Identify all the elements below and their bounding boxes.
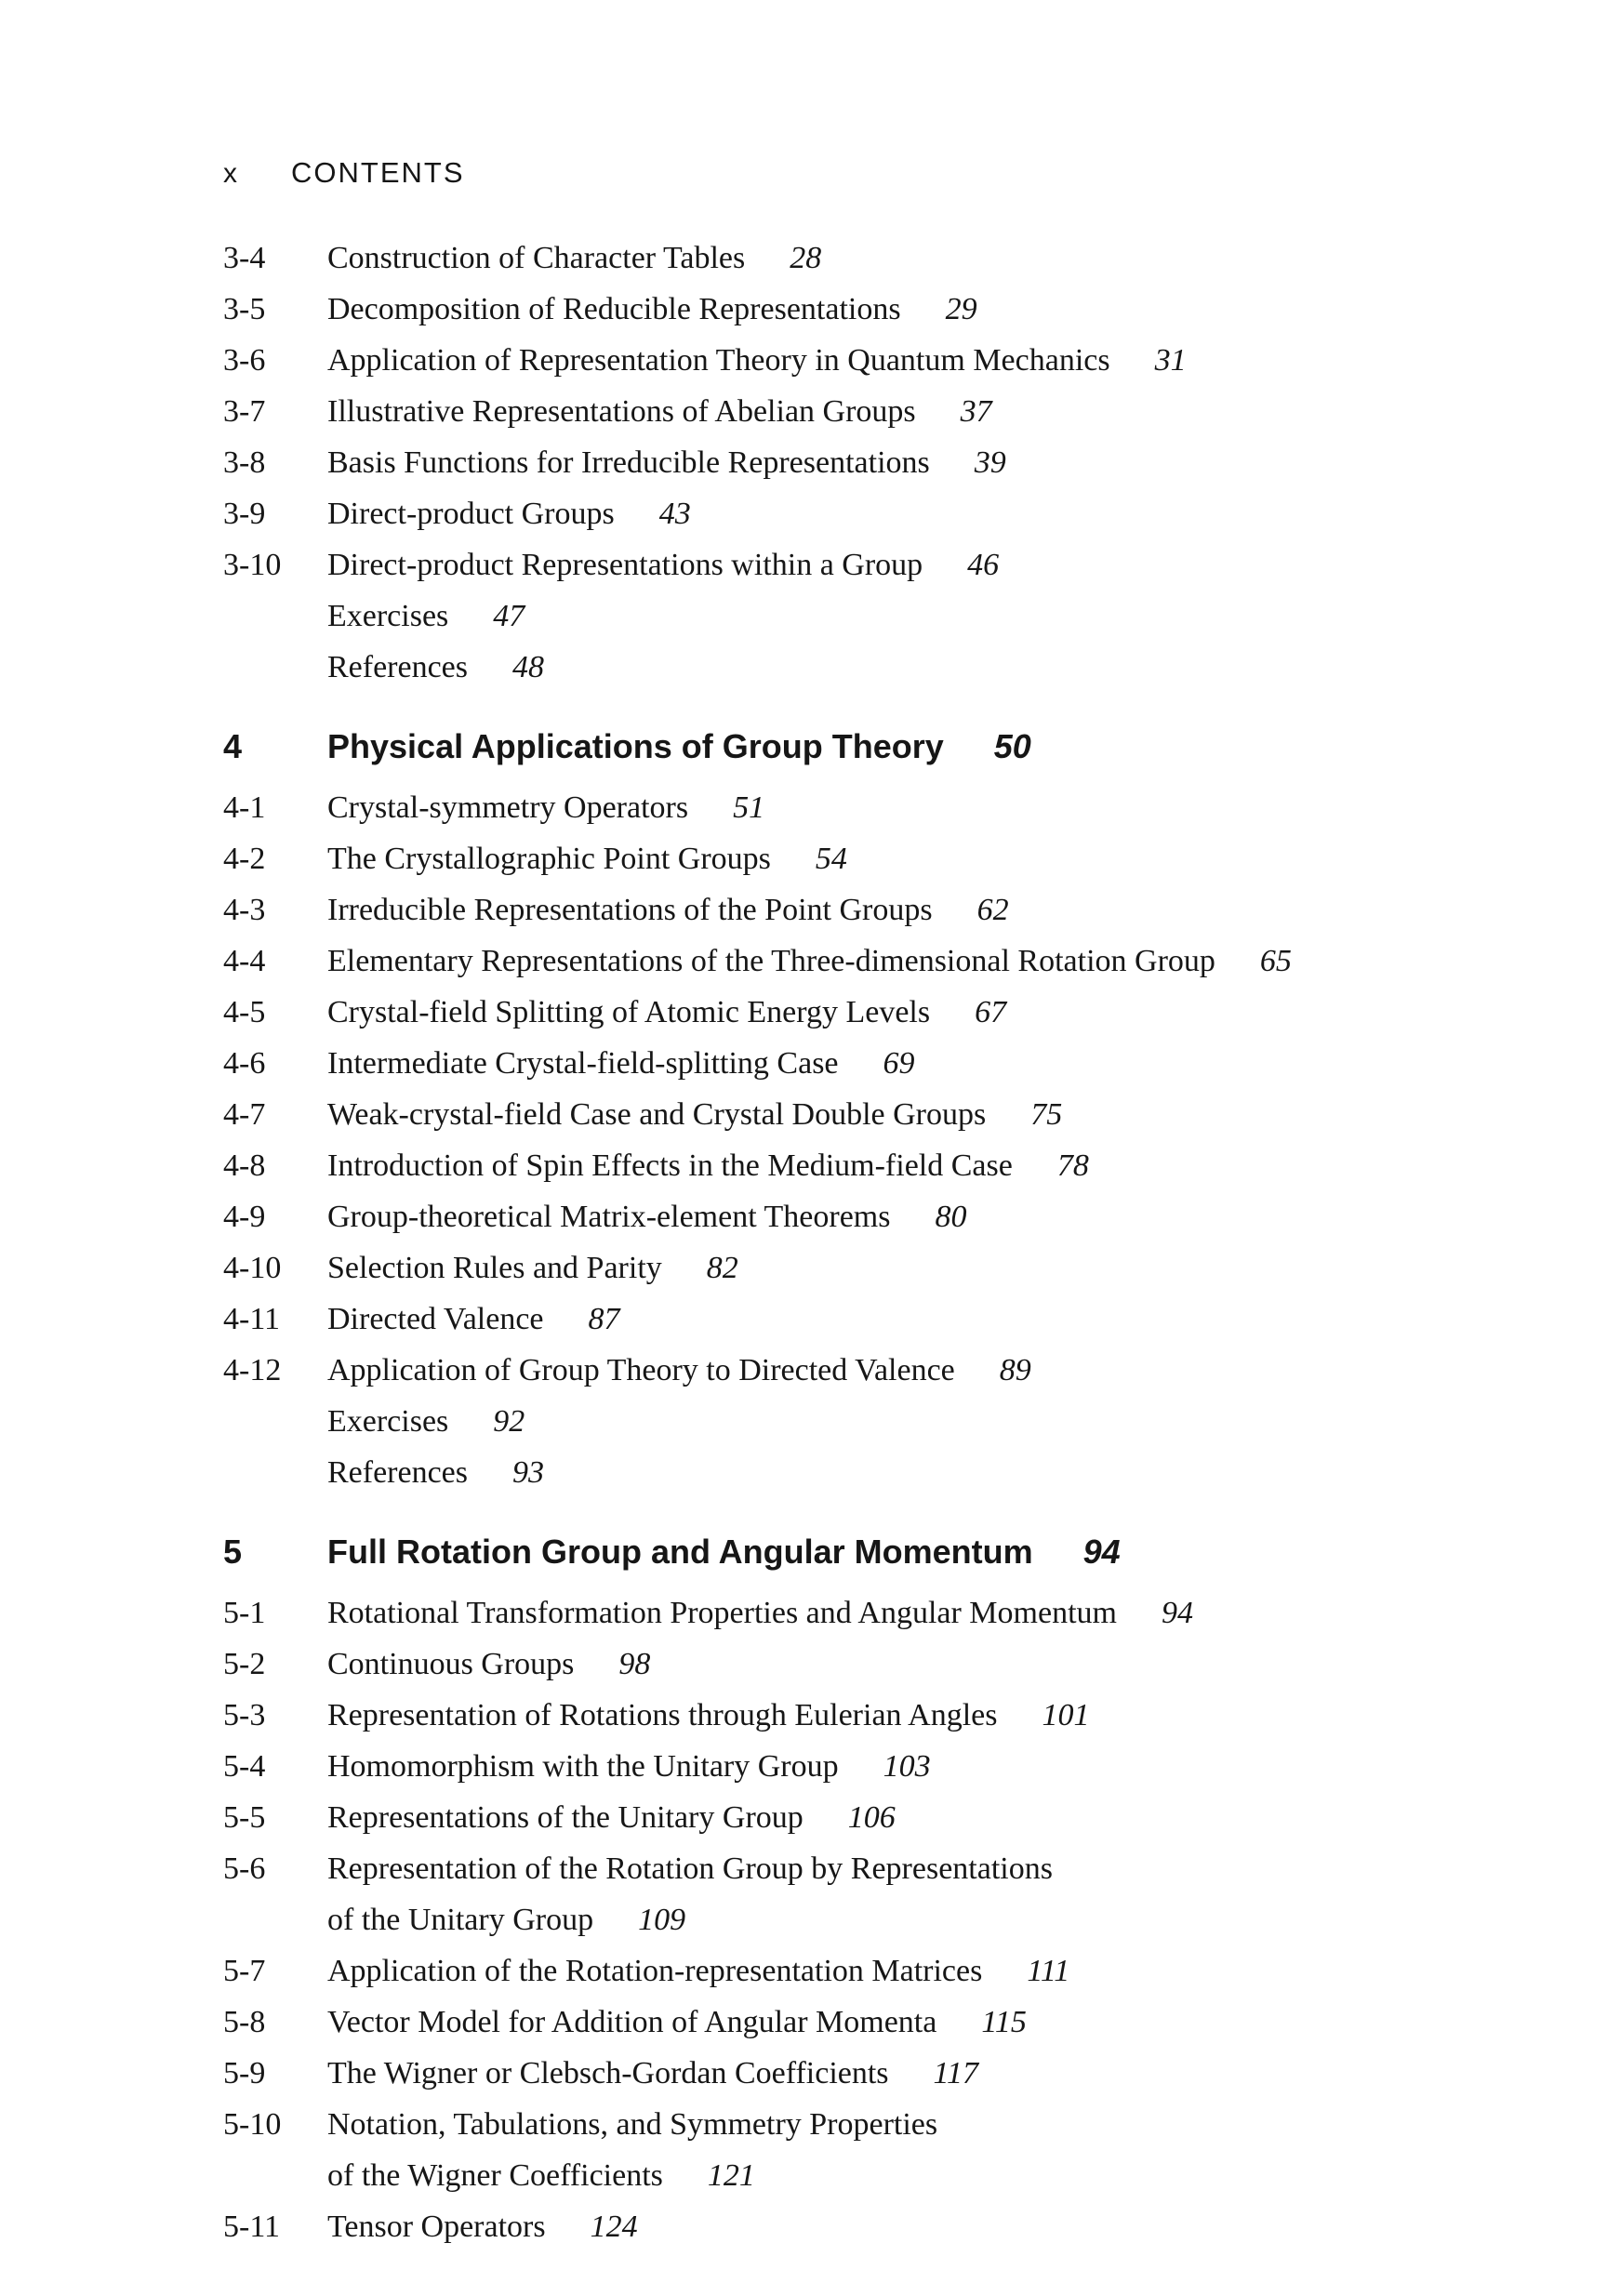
entry-title: Continuous Groups: [327, 1647, 575, 1681]
entry-body: [327, 539, 1514, 591]
entry-page-number: 28: [790, 241, 822, 275]
entry-number: 4-5: [223, 995, 266, 1029]
toc-entry: [223, 1038, 1514, 1089]
entry-page-number: 43: [658, 497, 691, 531]
entry-page-number: 51: [733, 790, 765, 825]
entry-body: [327, 1242, 1514, 1294]
entry-number: 5-2: [223, 1647, 266, 1681]
entry-page-number: 82: [706, 1251, 738, 1285]
entry-number: 5-3: [223, 1698, 266, 1732]
entry-title: Direct-product Groups: [327, 497, 615, 531]
entry-number: 5-11: [223, 2210, 281, 2244]
entry-body: [327, 386, 1514, 437]
entry-title: Crystal-symmetry Operators: [327, 790, 689, 825]
toc-entry: [223, 1242, 1514, 1294]
entry-body: [327, 1447, 1514, 1498]
entry-title: Selection Rules and Parity: [327, 1251, 662, 1285]
entry-line-1: [327, 284, 1514, 335]
entry-body: [327, 335, 1514, 386]
entry-line-1: [327, 1945, 1514, 1997]
toc-entry: [223, 833, 1514, 884]
entry-body: [327, 1396, 1514, 1447]
entry-body: [327, 437, 1514, 488]
entry-title: Basis Functions for Irreducible Representations: [327, 445, 930, 480]
chapter-heading-body: [327, 723, 1514, 771]
entry-title: Construction of Character Tables: [327, 241, 746, 275]
entry-page-number: 37: [960, 394, 992, 429]
toc-entry: [223, 1396, 1514, 1447]
toc-list: [223, 232, 1514, 2252]
chapter-page-number: 94: [1082, 1533, 1121, 1571]
entry-line-1: [327, 232, 1514, 284]
entry-line-1: [327, 1792, 1514, 1843]
entry-body: [327, 1945, 1514, 1997]
entry-body: [327, 1191, 1514, 1242]
entry-number: 5-10: [223, 2107, 282, 2142]
entry-title: Group-theoretical Matrix-element Theorems: [327, 1200, 891, 1234]
entry-body: [327, 987, 1514, 1038]
toc-entry: [223, 1945, 1514, 1997]
entry-line-1: [327, 1345, 1514, 1396]
entry-page-number: 106: [847, 1800, 896, 1835]
entry-number: 4-2: [223, 842, 266, 876]
toc-entry: [223, 1587, 1514, 1639]
entry-number: 4-1: [223, 790, 266, 825]
entry-body: [327, 2099, 1514, 2201]
entry-page-number: 65: [1259, 944, 1292, 978]
entry-title: Tensor Operators: [327, 2210, 546, 2244]
page-header: [223, 156, 1514, 190]
entry-page-number: 75: [1030, 1097, 1063, 1132]
toc-entry: [223, 1447, 1514, 1498]
entry-title: Rotational Transformation Properties and Angular Momentum: [327, 1596, 1117, 1630]
entry-line-1: [327, 335, 1514, 386]
entry-title: Representations of the Unitary Group: [327, 1800, 804, 1835]
entry-body: [327, 591, 1514, 642]
toc-entry: [223, 2201, 1514, 2252]
entry-page-number: 31: [1154, 343, 1187, 378]
toc-entry: [223, 1741, 1514, 1792]
entry-title: The Crystallographic Point Groups: [327, 842, 771, 876]
toc-entry: [223, 232, 1514, 284]
page-title: CONTENTS: [291, 156, 465, 189]
entry-page-number: 124: [590, 2210, 638, 2244]
entry-page-number: 39: [974, 445, 1006, 480]
entry-body: [327, 1997, 1514, 2048]
entry-body: [327, 936, 1514, 987]
toc-entry: [223, 987, 1514, 1038]
entry-page-number: 121: [707, 2158, 755, 2193]
entry-title: Vector Model for Addition of Angular Momenta: [327, 2005, 937, 2039]
entry-line-1: [327, 2099, 1514, 2150]
entry-page-number: 117: [933, 2056, 979, 2090]
entry-number: 3-9: [223, 497, 266, 531]
entry-title: References: [327, 1455, 469, 1490]
entry-line-1: [327, 782, 1514, 833]
entry-title: Decomposition of Reducible Representations: [327, 292, 901, 326]
entry-body: [327, 488, 1514, 539]
entry-line-1: [327, 987, 1514, 1038]
entry-line-1: [327, 936, 1514, 987]
entry-number: 3-5: [223, 292, 266, 326]
entry-line-1: [327, 1447, 1514, 1498]
entry-body: [327, 1587, 1514, 1639]
chapter-heading: [223, 1528, 1514, 1576]
entry-body: [327, 2048, 1514, 2099]
entry-page-number: 78: [1056, 1148, 1089, 1183]
entry-number: 4-10: [223, 1251, 282, 1285]
entry-line-1: [327, 833, 1514, 884]
toc-entry: [223, 284, 1514, 335]
entry-number: 3-10: [223, 548, 282, 582]
entry-number: 4-6: [223, 1046, 266, 1081]
entry-line-1: [327, 1294, 1514, 1345]
entry-line-1: [327, 591, 1514, 642]
entry-body: [327, 1294, 1514, 1345]
entry-body: [327, 1140, 1514, 1191]
entry-page-number: 80: [935, 1200, 967, 1234]
entry-page-number: 109: [638, 1903, 686, 1937]
entry-number: 3-6: [223, 343, 266, 378]
toc-entry: [223, 1792, 1514, 1843]
entry-page-number: 29: [945, 292, 977, 326]
entry-body: [327, 1089, 1514, 1140]
entry-line-2: [327, 2150, 1514, 2201]
entry-line-1: [327, 1587, 1514, 1639]
entry-page-number: 94: [1161, 1596, 1193, 1630]
entry-line-1: [327, 884, 1514, 936]
entry-title: Notation, Tabulations, and Symmetry Properties: [327, 2107, 938, 2142]
entry-title-continued: of the Wigner Coefficients: [327, 2158, 663, 2193]
entry-body: [327, 1741, 1514, 1792]
entry-page-number: 115: [981, 2005, 1027, 2039]
entry-title: Application of Representation Theory in Quantum Mechanics: [327, 343, 1110, 378]
entry-number: 4-4: [223, 944, 266, 978]
entry-page-number: 87: [588, 1302, 620, 1336]
entry-number: 4-8: [223, 1148, 266, 1183]
entry-title: Intermediate Crystal-field-splitting Case: [327, 1046, 839, 1081]
entry-title: Representation of Rotations through Eulerian Angles: [327, 1698, 998, 1732]
entry-number: 5-9: [223, 2056, 266, 2090]
entry-page-number: 93: [512, 1455, 545, 1490]
toc-entry: [223, 488, 1514, 539]
entry-number: 4-3: [223, 893, 266, 927]
entry-title: References: [327, 650, 469, 684]
entry-body: [327, 2201, 1514, 2252]
entry-title: Exercises: [327, 1404, 449, 1439]
entry-body: [327, 1843, 1514, 1945]
entry-title: Elementary Representations of the Three-dimensional Rotation Group: [327, 944, 1215, 978]
entry-line-1: [327, 642, 1514, 693]
entry-body: [327, 884, 1514, 936]
entry-line-1: [327, 2048, 1514, 2099]
entry-number: 3-4: [223, 241, 266, 275]
entry-line-1: [327, 1690, 1514, 1741]
entry-line-1: [327, 1140, 1514, 1191]
toc-entry: [223, 2099, 1514, 2201]
entry-number: 5-4: [223, 1749, 266, 1784]
entry-number: 5-8: [223, 2005, 266, 2039]
entry-title: Introduction of Spin Effects in the Medium-field Case: [327, 1148, 1013, 1183]
entry-title: The Wigner or Clebsch-Gordan Coefficients: [327, 2056, 889, 2090]
entry-title: Homomorphism with the Unitary Group: [327, 1749, 839, 1784]
entry-number: [223, 1396, 327, 1447]
entry-line-1: [327, 1242, 1514, 1294]
entry-number: 4-12: [223, 1353, 282, 1387]
entry-line-1: [327, 386, 1514, 437]
toc-entry: [223, 1690, 1514, 1741]
entry-body: [327, 642, 1514, 693]
entry-body: [327, 782, 1514, 833]
entry-title: Representation of the Rotation Group by Representations: [327, 1851, 1053, 1886]
entry-line-1: [327, 488, 1514, 539]
entry-page-number: 69: [883, 1046, 915, 1081]
entry-number: 5-5: [223, 1800, 266, 1835]
toc-entry: [223, 1997, 1514, 2048]
entry-title: Irreducible Representations of the Point Groups: [327, 893, 933, 927]
entry-page-number: 54: [815, 842, 847, 876]
toc-entry: [223, 1089, 1514, 1140]
entry-number: [223, 591, 327, 642]
entry-line-1: [327, 2201, 1514, 2252]
entry-line-1: [327, 1089, 1514, 1140]
entry-number: [223, 642, 327, 693]
chapter-heading-body: [327, 1528, 1514, 1576]
entry-title-continued: of the Unitary Group: [327, 1903, 594, 1937]
toc-entry: [223, 936, 1514, 987]
entry-line-1: [327, 1191, 1514, 1242]
toc-entry: [223, 884, 1514, 936]
toc-entry: [223, 1345, 1514, 1396]
chapter-page-number: 50: [993, 727, 1031, 765]
entry-line-1: [327, 1843, 1514, 1894]
entry-page-number: 98: [618, 1647, 651, 1681]
entry-title: Illustrative Representations of Abelian Groups: [327, 394, 916, 429]
entry-body: [327, 1038, 1514, 1089]
entry-body: [327, 284, 1514, 335]
entry-page-number: 62: [976, 893, 1009, 927]
entry-line-1: [327, 1396, 1514, 1447]
entry-page-number: 67: [975, 995, 1007, 1029]
entry-number: 3-7: [223, 394, 266, 429]
entry-number: 3-8: [223, 445, 266, 480]
chapter-number: 5: [223, 1533, 243, 1571]
toc-entry: [223, 1191, 1514, 1242]
entry-line-2: [327, 1894, 1514, 1945]
entry-body: [327, 833, 1514, 884]
entry-page-number: 103: [883, 1749, 931, 1784]
entry-page-number: 47: [493, 599, 525, 633]
toc-entry: [223, 335, 1514, 386]
toc-entry: [223, 591, 1514, 642]
entry-title: Weak-crystal-field Case and Crystal Double Groups: [327, 1097, 987, 1132]
toc-entry: [223, 1140, 1514, 1191]
entry-number: 4-7: [223, 1097, 266, 1132]
entry-page-number: 101: [1042, 1698, 1090, 1732]
entry-body: [327, 1690, 1514, 1741]
toc-entry: [223, 2048, 1514, 2099]
entry-body: [327, 1345, 1514, 1396]
toc-entry: [223, 437, 1514, 488]
entry-body: [327, 232, 1514, 284]
entry-page-number: 111: [1027, 1954, 1070, 1988]
entry-number: [223, 1447, 327, 1498]
toc-entry: [223, 539, 1514, 591]
entry-number: 4-9: [223, 1200, 266, 1234]
entry-body: [327, 1639, 1514, 1690]
entry-title: Exercises: [327, 599, 449, 633]
toc-entry: [223, 1639, 1514, 1690]
entry-line-1: [327, 1639, 1514, 1690]
entry-title: Crystal-field Splitting of Atomic Energy Levels: [327, 995, 931, 1029]
chapter-heading: [223, 723, 1514, 771]
toc-entry: [223, 386, 1514, 437]
chapter-title: Full Rotation Group and Angular Momentum: [327, 1533, 1033, 1571]
toc-entry: [223, 782, 1514, 833]
toc-entry: [223, 1843, 1514, 1945]
entry-number: 4-11: [223, 1302, 281, 1336]
entry-title: Direct-product Representations within a Group: [327, 548, 923, 582]
entry-line-1: [327, 539, 1514, 591]
entry-number: 5-1: [223, 1596, 266, 1630]
entry-page-number: 48: [512, 650, 545, 684]
entry-title: Directed Valence: [327, 1302, 544, 1336]
toc-entry: [223, 1294, 1514, 1345]
entry-page-number: 46: [967, 548, 1000, 582]
entry-page-number: 92: [493, 1404, 525, 1439]
entry-number: 5-6: [223, 1851, 266, 1886]
entry-line-1: [327, 1741, 1514, 1792]
folio-page-number: x: [223, 158, 237, 189]
entry-title: Application of the Rotation-representation Matrices: [327, 1954, 983, 1988]
entry-body: [327, 1792, 1514, 1843]
toc-entry: [223, 642, 1514, 693]
entry-number: 5-7: [223, 1954, 266, 1988]
entry-title: Application of Group Theory to Directed Valence: [327, 1353, 955, 1387]
chapter-title: Physical Applications of Group Theory: [327, 727, 944, 765]
entry-line-1: [327, 1997, 1514, 2048]
entry-line-1: [327, 437, 1514, 488]
entry-page-number: 89: [999, 1353, 1031, 1387]
entry-line-1: [327, 1038, 1514, 1089]
chapter-number: 4: [223, 727, 243, 765]
